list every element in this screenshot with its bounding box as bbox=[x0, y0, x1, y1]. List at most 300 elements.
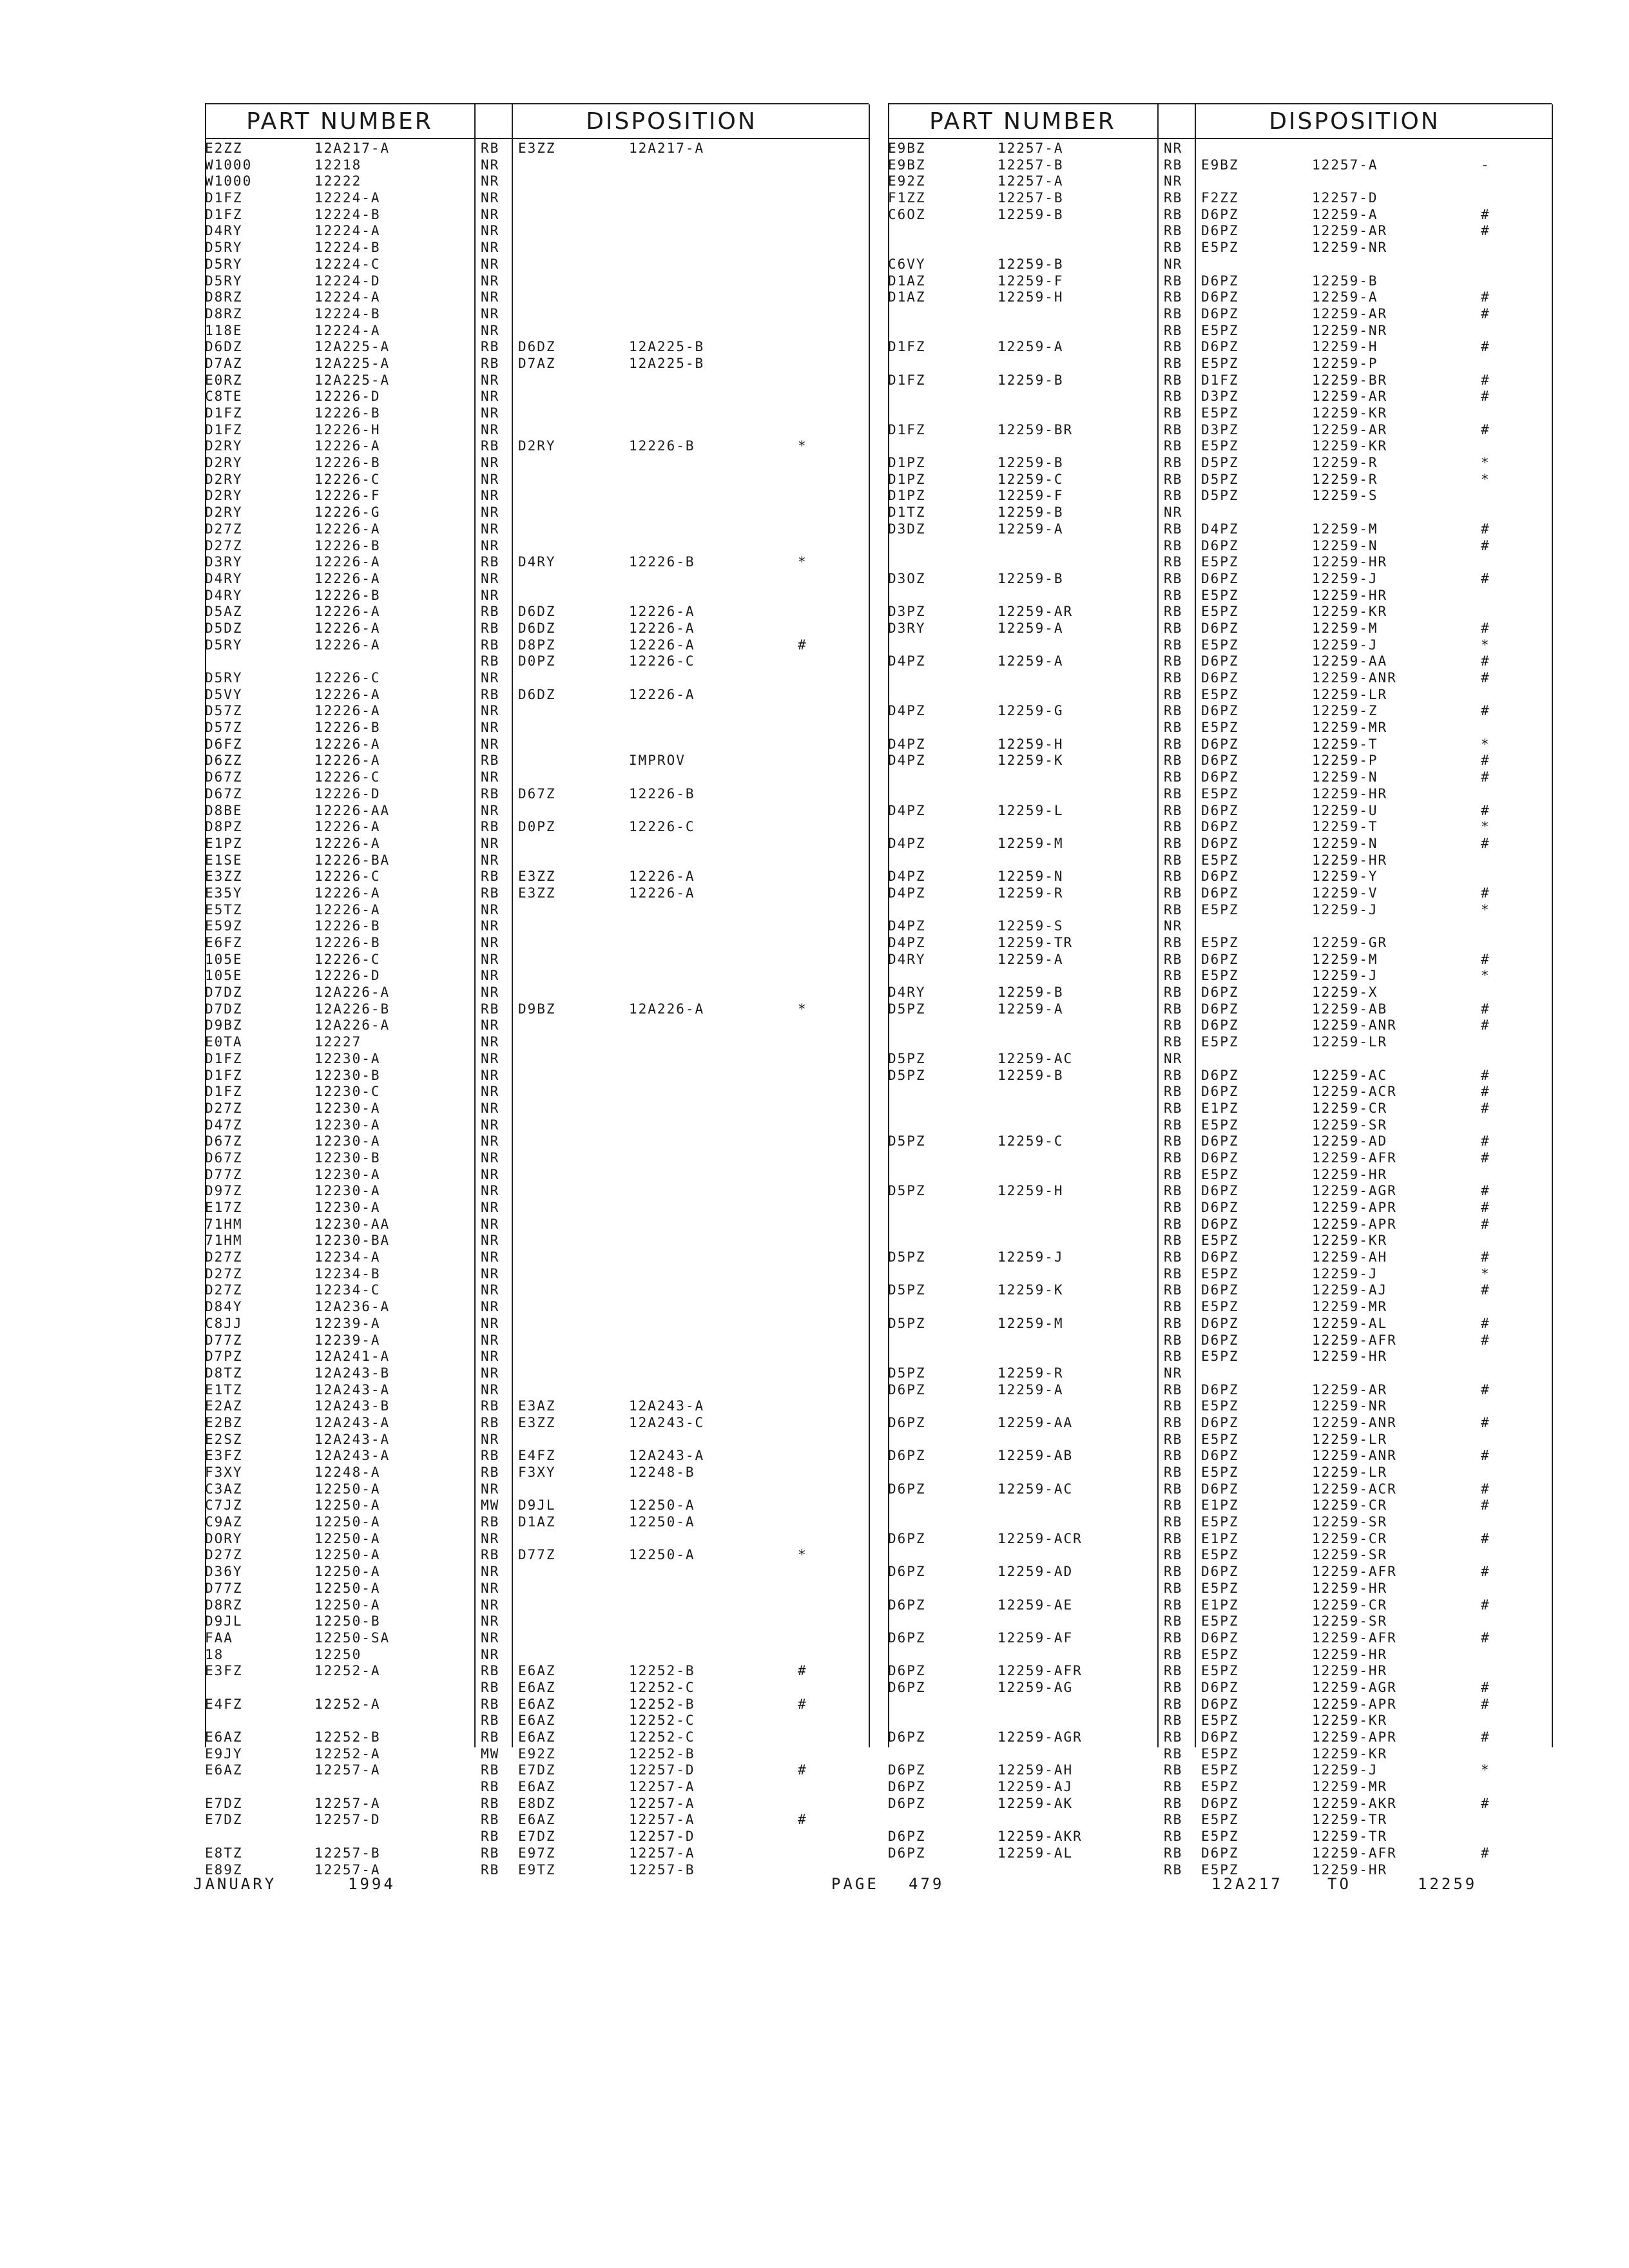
table-row bbox=[205, 1349, 869, 1365]
table-row bbox=[888, 703, 1552, 720]
table-row bbox=[888, 1349, 1552, 1365]
table-row bbox=[205, 405, 869, 422]
replacement-prefix: D6PZ bbox=[1201, 1332, 1239, 1348]
part-number: D6PZ bbox=[888, 1845, 926, 1861]
replacement-number: 12226-B bbox=[629, 785, 695, 802]
table-row bbox=[205, 1100, 869, 1117]
part-number: D3DZ bbox=[888, 521, 926, 537]
disposition-code: RB bbox=[1164, 521, 1183, 537]
replacement-number: 12226-B bbox=[629, 554, 695, 570]
part-number: D1FZ bbox=[205, 1050, 243, 1066]
part-suffix: 12259-B bbox=[998, 985, 1064, 1001]
replacement-prefix: E3ZZ bbox=[518, 885, 556, 901]
part-number: E9BZ bbox=[888, 157, 926, 173]
part-suffix: 12A236-A bbox=[314, 1299, 390, 1315]
replacement-prefix: E6AZ bbox=[518, 1696, 556, 1712]
replacement-prefix: E9BZ bbox=[1201, 157, 1239, 173]
replacement-prefix: E5PZ bbox=[1201, 720, 1239, 736]
part-suffix: 12259-A bbox=[998, 951, 1064, 967]
replacement-number: 12259-KR bbox=[1312, 438, 1388, 454]
replacement-prefix: D6PZ bbox=[1201, 1017, 1239, 1033]
part-suffix: 12259-AG bbox=[998, 1679, 1074, 1695]
replacement-number: 12259-HR bbox=[1312, 852, 1388, 868]
part-number: D9BZ bbox=[205, 1017, 243, 1033]
disposition-code: RB bbox=[1164, 1067, 1183, 1083]
disposition-code: RB bbox=[1164, 802, 1183, 818]
replacement-number: 12259-AKR bbox=[1312, 1795, 1397, 1811]
part-number: D97Z bbox=[205, 1183, 243, 1199]
disposition-code: RB bbox=[1164, 1629, 1183, 1646]
disposition-code: RB bbox=[1164, 1299, 1183, 1315]
part-suffix: 12226-B bbox=[314, 720, 381, 736]
part-suffix: 12230-B bbox=[314, 1067, 381, 1083]
replacement-number: IMPROV bbox=[629, 753, 686, 769]
table-row bbox=[205, 1084, 869, 1100]
table-row bbox=[205, 604, 869, 620]
part-number: D36Y bbox=[205, 1564, 243, 1580]
table-row bbox=[888, 157, 1552, 174]
disposition-code: RB bbox=[1164, 587, 1183, 603]
table-row bbox=[888, 769, 1552, 786]
replacement-prefix: E5PZ bbox=[1201, 1265, 1239, 1282]
replacement-prefix: D6PZ bbox=[1201, 339, 1239, 355]
replacement-prefix: D6PZ bbox=[1201, 1481, 1239, 1497]
disposition-code: RB bbox=[1164, 1663, 1183, 1679]
part-number: D8RZ bbox=[205, 1597, 243, 1613]
replacement-number: 12250-A bbox=[629, 1497, 695, 1514]
marker: # bbox=[1481, 1696, 1490, 1712]
replacement-number: 12259-MR bbox=[1312, 1779, 1388, 1795]
table-row bbox=[205, 1266, 869, 1283]
table-row bbox=[888, 1696, 1552, 1713]
replacement-prefix: D6PZ bbox=[1201, 703, 1239, 719]
part-suffix: 12259-TR bbox=[998, 935, 1074, 950]
replacement-prefix: D6PZ bbox=[1201, 305, 1239, 322]
part-number: E2SZ bbox=[205, 1431, 243, 1447]
marker: # bbox=[1481, 223, 1490, 239]
disposition-code: RB bbox=[1164, 1398, 1183, 1414]
disposition-code: NR bbox=[1164, 256, 1183, 272]
replacement-prefix: D6PZ bbox=[1201, 206, 1239, 222]
replacement-number: 12259-AJ bbox=[1312, 1282, 1388, 1298]
replacement-number: 12259-Z bbox=[1312, 703, 1378, 719]
replacement-prefix: E3ZZ bbox=[518, 869, 556, 885]
table-row bbox=[888, 1613, 1552, 1630]
part-suffix: 12230-C bbox=[314, 1084, 381, 1100]
disposition-code: NR bbox=[481, 223, 500, 239]
replacement-number: 12259-HR bbox=[1312, 587, 1388, 603]
table-row bbox=[888, 869, 1552, 885]
replacement-prefix: D6PZ bbox=[1201, 223, 1239, 239]
disposition-code: NR bbox=[481, 157, 500, 173]
part-number: 105E bbox=[205, 968, 243, 984]
table-row bbox=[205, 173, 869, 190]
replacement-number: 12259-MR bbox=[1312, 1299, 1388, 1315]
table-row bbox=[205, 918, 869, 935]
part-number: D1FZ bbox=[205, 421, 243, 437]
part-suffix: 12226-C bbox=[314, 471, 381, 487]
part-number: D2RY bbox=[205, 438, 243, 454]
table-row bbox=[888, 819, 1552, 836]
part-suffix: 12259-H bbox=[998, 1183, 1064, 1199]
replacement-number: 12257-A bbox=[629, 1845, 695, 1861]
disposition-code: RB bbox=[1164, 1166, 1183, 1182]
table-row bbox=[888, 1266, 1552, 1283]
disposition-code: RB bbox=[1164, 1845, 1183, 1861]
replacement-number: 12A225-B bbox=[629, 355, 705, 371]
footer-date: JANUARY bbox=[193, 1875, 277, 1893]
part-number: D67Z bbox=[205, 1133, 243, 1149]
table-row bbox=[205, 1796, 869, 1812]
disposition-code: RB bbox=[1164, 1265, 1183, 1282]
replacement-prefix: D6PZ bbox=[1201, 570, 1239, 586]
part-suffix: 12226-C bbox=[314, 670, 381, 686]
table-row bbox=[205, 1581, 869, 1597]
disposition-code: NR bbox=[481, 1332, 500, 1348]
replacement-prefix: D6PZ bbox=[1201, 1216, 1239, 1232]
disposition-code: RB bbox=[1164, 1812, 1183, 1828]
replacement-number: 12259-A bbox=[1312, 289, 1378, 305]
part-number: D3RY bbox=[205, 554, 243, 570]
replacement-prefix: D8PZ bbox=[518, 637, 556, 653]
replacement-number: 12259-AR bbox=[1312, 389, 1388, 405]
disposition-code: RB bbox=[1164, 223, 1183, 239]
part-number: E1PZ bbox=[205, 835, 243, 851]
disposition-code: RB bbox=[481, 1713, 500, 1729]
replacement-number: 12259-SR bbox=[1312, 1613, 1388, 1629]
replacement-number: 12250-A bbox=[629, 1547, 695, 1563]
disposition-code: RB bbox=[1164, 157, 1183, 173]
replacement-number: 12259-Y bbox=[1312, 869, 1378, 885]
part-number: D5PZ bbox=[888, 1133, 926, 1149]
disposition-code: RB bbox=[1164, 372, 1183, 388]
marker: * bbox=[798, 438, 807, 454]
table-row bbox=[888, 1415, 1552, 1432]
part-suffix: 12230-A bbox=[314, 1166, 381, 1182]
replacement-number: 12259-CR bbox=[1312, 1530, 1388, 1546]
part-number: E0TA bbox=[205, 1034, 243, 1050]
disposition-code: NR bbox=[481, 1200, 500, 1215]
part-suffix: 12259-S bbox=[998, 918, 1064, 934]
table-row bbox=[888, 1663, 1552, 1680]
replacement-number: 12226-A bbox=[629, 637, 695, 653]
part-number: D5PZ bbox=[888, 1249, 926, 1265]
disposition-code: NR bbox=[1164, 173, 1183, 189]
table-row bbox=[205, 356, 869, 372]
part-suffix: 12A225-A bbox=[314, 339, 390, 355]
disposition-code: RB bbox=[1164, 852, 1183, 868]
marker: # bbox=[1481, 521, 1490, 537]
replacement-number: 12259-HR bbox=[1312, 1663, 1388, 1679]
table-row bbox=[888, 1299, 1552, 1316]
table-row bbox=[205, 1415, 869, 1432]
part-number: D7AZ bbox=[205, 355, 243, 371]
table-row bbox=[888, 207, 1552, 224]
table-row bbox=[205, 1216, 869, 1233]
disposition-code: RB bbox=[481, 1001, 500, 1017]
part-suffix: 12222 bbox=[314, 173, 362, 189]
replacement-prefix: D0PZ bbox=[518, 819, 556, 835]
table-row bbox=[205, 869, 869, 885]
part-number: D8BE bbox=[205, 802, 243, 818]
replacement-prefix: E5PZ bbox=[1201, 785, 1239, 802]
replacement-prefix: E5PZ bbox=[1201, 1034, 1239, 1050]
part-suffix: 12A225-A bbox=[314, 372, 390, 388]
table-row bbox=[205, 769, 869, 786]
table-row bbox=[205, 588, 869, 604]
replacement-prefix: D6DZ bbox=[518, 620, 556, 636]
disposition-code: RB bbox=[1164, 289, 1183, 305]
disposition-code: NR bbox=[1164, 140, 1183, 156]
replacement-prefix: D6PZ bbox=[1201, 802, 1239, 818]
replacement-number: 12259-SR bbox=[1312, 1514, 1388, 1530]
replacement-number: 12259-X bbox=[1312, 985, 1378, 1001]
table-row bbox=[888, 952, 1552, 968]
replacement-number: 12259-T bbox=[1312, 736, 1378, 752]
part-number: D5PZ bbox=[888, 1183, 926, 1199]
replacement-number: 12A225-B bbox=[629, 339, 705, 355]
disposition-code: RB bbox=[481, 1861, 500, 1878]
disposition-code: MW bbox=[481, 1745, 500, 1762]
marker: * bbox=[1481, 901, 1490, 918]
part-suffix: 12226-A bbox=[314, 604, 381, 620]
table-row bbox=[205, 289, 869, 306]
disposition-code: NR bbox=[481, 852, 500, 868]
part-number: D1AZ bbox=[888, 273, 926, 289]
marker: # bbox=[1481, 1845, 1490, 1861]
disposition-code: RB bbox=[1164, 1249, 1183, 1265]
table-row bbox=[888, 1117, 1552, 1134]
part-suffix: 12230-A bbox=[314, 1200, 381, 1215]
part-suffix: 12259-AR bbox=[998, 604, 1074, 620]
table-row bbox=[205, 653, 869, 670]
table-row bbox=[888, 1531, 1552, 1548]
replacement-number: 12257-D bbox=[1312, 190, 1378, 206]
table-row bbox=[205, 1514, 869, 1531]
part-number: E8TZ bbox=[205, 1845, 243, 1861]
replacement-prefix: D6PZ bbox=[1201, 1067, 1239, 1083]
part-number: 71HM bbox=[205, 1216, 243, 1232]
part-number: E3FZ bbox=[205, 1448, 243, 1464]
part-number: D3RY bbox=[888, 620, 926, 636]
disposition-code: RB bbox=[1164, 1431, 1183, 1447]
part-number: D8TZ bbox=[205, 1365, 243, 1381]
part-suffix: 12226-AA bbox=[314, 802, 390, 818]
replacement-prefix: E5PZ bbox=[1201, 1465, 1239, 1480]
table-row bbox=[888, 1581, 1552, 1597]
disposition-code: RB bbox=[1164, 1745, 1183, 1762]
part-suffix: 12234-B bbox=[314, 1265, 381, 1282]
disposition-code: NR bbox=[481, 1133, 500, 1149]
table-row bbox=[205, 1465, 869, 1481]
table-row bbox=[888, 521, 1552, 538]
disposition-code: RB bbox=[1164, 968, 1183, 984]
part-number: E59Z bbox=[205, 918, 243, 934]
marker: # bbox=[1481, 835, 1490, 851]
part-suffix: 12230-BA bbox=[314, 1233, 390, 1249]
part-number: D6FZ bbox=[205, 736, 243, 752]
part-suffix: 12230-AA bbox=[314, 1216, 390, 1232]
disposition-code: RB bbox=[1164, 1183, 1183, 1199]
table-row bbox=[888, 289, 1552, 306]
disposition-code: RB bbox=[1164, 1564, 1183, 1580]
replacement-prefix: E6AZ bbox=[518, 1663, 556, 1679]
replacement-prefix: E5PZ bbox=[1201, 686, 1239, 702]
replacement-prefix: D6DZ bbox=[518, 339, 556, 355]
table-row bbox=[888, 190, 1552, 207]
replacement-number: 12259-ACR bbox=[1312, 1084, 1397, 1100]
part-number: E3FZ bbox=[205, 1663, 243, 1679]
replacement-prefix: E6AZ bbox=[518, 1779, 556, 1795]
disposition-code: NR bbox=[481, 1564, 500, 1580]
part-number: D67Z bbox=[205, 769, 243, 785]
replacement-prefix: D6PZ bbox=[1201, 819, 1239, 835]
replacement-prefix: E5PZ bbox=[1201, 1861, 1239, 1878]
part-suffix: 12227 bbox=[314, 1034, 362, 1050]
table-row bbox=[888, 1150, 1552, 1167]
replacement-number: 12259-HR bbox=[1312, 1580, 1388, 1596]
table-row bbox=[888, 505, 1552, 521]
disposition-code: RB bbox=[481, 1448, 500, 1464]
part-number: D67Z bbox=[205, 1149, 243, 1166]
table-row bbox=[888, 1497, 1552, 1514]
marker: # bbox=[1481, 1564, 1490, 1580]
left-disposition-header: DISPOSITION bbox=[474, 104, 869, 139]
replacement-number: 12259-NR bbox=[1312, 322, 1388, 338]
table-row bbox=[205, 1068, 869, 1084]
disposition-code: NR bbox=[481, 471, 500, 487]
part-suffix: 12259-AJ bbox=[998, 1779, 1074, 1795]
part-suffix: 12259-AE bbox=[998, 1597, 1074, 1613]
table-row bbox=[205, 902, 869, 919]
part-suffix: 12226-A bbox=[314, 620, 381, 636]
disposition-code: RB bbox=[1164, 670, 1183, 686]
marker: # bbox=[1481, 1282, 1490, 1298]
part-suffix: 12259-B bbox=[998, 256, 1064, 272]
disposition-code: NR bbox=[481, 1216, 500, 1232]
part-suffix: 12226-A bbox=[314, 554, 381, 570]
part-suffix: 12259-AC bbox=[998, 1050, 1074, 1066]
replacement-number: 12252-C bbox=[629, 1713, 695, 1729]
table-row bbox=[888, 1249, 1552, 1266]
part-suffix: 12250 bbox=[314, 1646, 362, 1662]
part-suffix: 12259-B bbox=[998, 1067, 1064, 1083]
replacement-number: 12259-CR bbox=[1312, 1497, 1388, 1514]
replacement-prefix: E92Z bbox=[518, 1745, 556, 1762]
replacement-prefix: E4FZ bbox=[518, 1448, 556, 1464]
disposition-code: RB bbox=[1164, 1448, 1183, 1464]
part-suffix: 12250-SA bbox=[314, 1629, 390, 1646]
replacement-number: 12259-AFR bbox=[1312, 1149, 1397, 1166]
part-suffix: 12230-A bbox=[314, 1100, 381, 1116]
marker: # bbox=[798, 1696, 807, 1712]
part-number: C9AZ bbox=[205, 1514, 243, 1530]
table-row bbox=[205, 1630, 869, 1647]
table-row bbox=[205, 885, 869, 902]
table-row bbox=[888, 852, 1552, 869]
replacement-prefix: F2ZZ bbox=[1201, 190, 1239, 206]
part-number: 71HM bbox=[205, 1233, 243, 1249]
disposition-code: NR bbox=[481, 1365, 500, 1381]
part-number: D5PZ bbox=[888, 1282, 926, 1298]
table-row bbox=[205, 935, 869, 952]
replacement-prefix: D6PZ bbox=[1201, 1249, 1239, 1265]
replacement-number: 12259-AC bbox=[1312, 1067, 1388, 1083]
disposition-code: NR bbox=[481, 1381, 500, 1398]
disposition-code: NR bbox=[481, 190, 500, 206]
replacement-number: 12259-APR bbox=[1312, 1216, 1397, 1232]
replacement-number: 12226-A bbox=[629, 869, 695, 885]
table-row bbox=[205, 1316, 869, 1332]
replacement-prefix: F3XY bbox=[518, 1465, 556, 1480]
table-row bbox=[888, 538, 1552, 555]
disposition-code: NR bbox=[481, 736, 500, 752]
replacement-prefix: D77Z bbox=[518, 1547, 556, 1563]
part-number: D5VY bbox=[205, 686, 243, 702]
replacement-prefix: E5PZ bbox=[1201, 637, 1239, 653]
disposition-code: NR bbox=[481, 1050, 500, 1066]
disposition-code: RB bbox=[1164, 1646, 1183, 1662]
replacement-number: 12226-C bbox=[629, 653, 695, 669]
marker: # bbox=[1481, 1249, 1490, 1265]
footer-page-number: 479 bbox=[909, 1875, 945, 1893]
disposition-code: NR bbox=[481, 273, 500, 289]
disposition-code: RB bbox=[1164, 471, 1183, 487]
part-suffix: 12259-F bbox=[998, 488, 1064, 504]
disposition-code: NR bbox=[481, 835, 500, 851]
right-table bbox=[888, 103, 1552, 1878]
part-number: D1FZ bbox=[205, 1084, 243, 1100]
disposition-code: RB bbox=[1164, 389, 1183, 405]
marker: # bbox=[1481, 1001, 1490, 1017]
disposition-code: RB bbox=[1164, 1481, 1183, 1497]
disposition-code: RB bbox=[481, 554, 500, 570]
replacement-number: 12259-AA bbox=[1312, 653, 1388, 669]
part-suffix: 12250-A bbox=[314, 1497, 381, 1514]
part-number: D6PZ bbox=[888, 1414, 926, 1430]
part-number: D5PZ bbox=[888, 1365, 926, 1381]
part-number: D6ZZ bbox=[205, 753, 243, 769]
marker: # bbox=[1481, 951, 1490, 967]
table-row bbox=[205, 1862, 869, 1879]
part-number: D5AZ bbox=[205, 604, 243, 620]
replacement-number: 12259-J bbox=[1312, 570, 1378, 586]
table-row bbox=[205, 786, 869, 803]
disposition-code: NR bbox=[481, 256, 500, 272]
disposition-code: RB bbox=[1164, 322, 1183, 338]
table-row bbox=[205, 1233, 869, 1249]
marker: # bbox=[1481, 653, 1490, 669]
replacement-number: 12259-KR bbox=[1312, 1233, 1388, 1249]
replacement-number: 12257-D bbox=[629, 1829, 695, 1845]
replacement-prefix: E6AZ bbox=[518, 1713, 556, 1729]
part-number: D6DZ bbox=[205, 339, 243, 355]
table-row bbox=[888, 422, 1552, 439]
disposition-code: NR bbox=[481, 951, 500, 967]
table-row bbox=[888, 620, 1552, 637]
table-row bbox=[888, 173, 1552, 190]
disposition-code: NR bbox=[481, 1149, 500, 1166]
left-rows bbox=[205, 140, 869, 1878]
disposition-code: RB bbox=[1164, 1017, 1183, 1033]
disposition-code: RB bbox=[1164, 703, 1183, 719]
table-row bbox=[205, 1597, 869, 1614]
replacement-number: 12259-HR bbox=[1312, 554, 1388, 570]
replacement-number: 12A243-A bbox=[629, 1398, 705, 1414]
table-row bbox=[888, 1845, 1552, 1862]
table-row bbox=[888, 803, 1552, 820]
part-number: D4PZ bbox=[888, 835, 926, 851]
